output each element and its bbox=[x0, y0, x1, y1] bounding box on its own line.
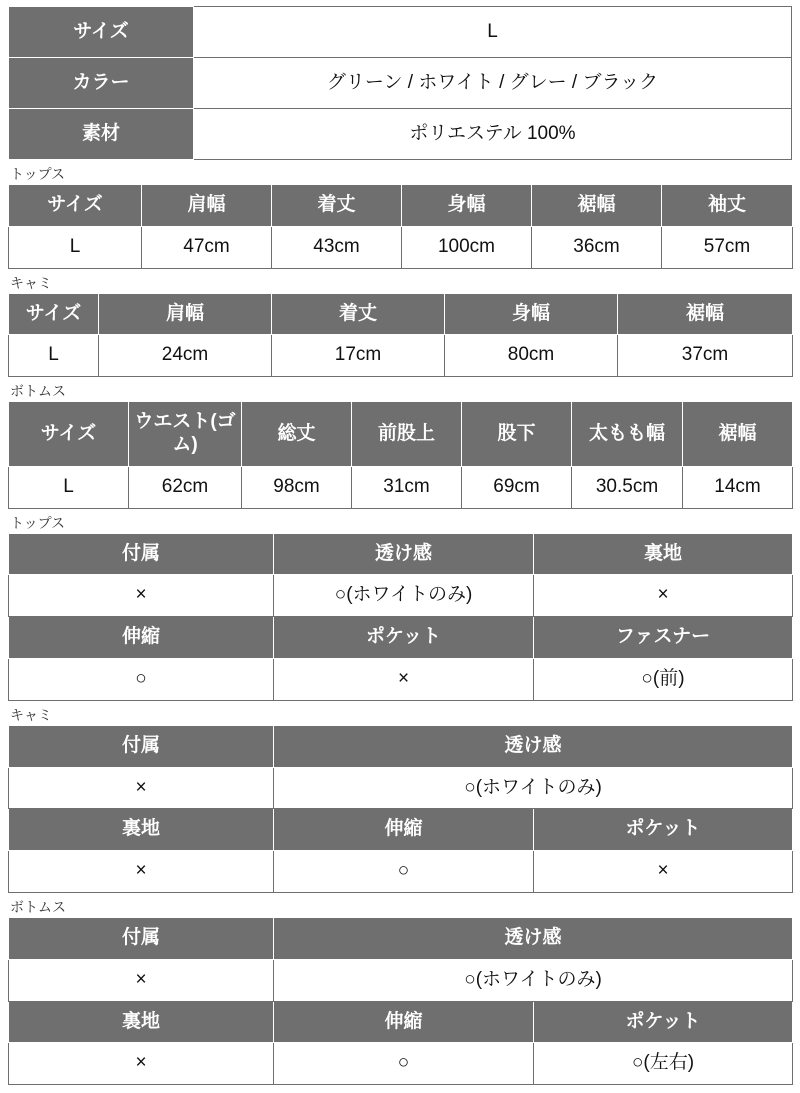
cell: ○ bbox=[274, 1043, 534, 1085]
col-header: 着丈 bbox=[272, 185, 402, 227]
table-header-row bbox=[9, 533, 793, 575]
cell: × bbox=[9, 851, 274, 893]
table-header-row bbox=[9, 293, 793, 335]
bottoms-attribute-table bbox=[8, 917, 793, 1085]
tops-attribute-table bbox=[8, 533, 793, 701]
cell: 36cm bbox=[532, 226, 662, 268]
col-header: 裾幅 bbox=[618, 293, 793, 335]
table-row bbox=[9, 109, 792, 160]
table-header-row bbox=[9, 725, 793, 767]
cell: ○(前) bbox=[534, 658, 793, 700]
col-header: ウエスト(ゴム) bbox=[129, 402, 242, 467]
cell: 62cm bbox=[129, 466, 242, 508]
col-header: 袖丈 bbox=[662, 185, 793, 227]
cell: × bbox=[9, 1043, 274, 1085]
cell: ○ bbox=[9, 658, 274, 700]
cell: 24cm bbox=[99, 335, 272, 377]
cell: × bbox=[9, 767, 274, 809]
cell: 80cm bbox=[445, 335, 618, 377]
col-header: 股下 bbox=[462, 402, 572, 467]
table-row bbox=[9, 335, 793, 377]
cell: ○(ホワイトのみ) bbox=[274, 959, 793, 1001]
cell: × bbox=[9, 575, 274, 617]
col-header: 着丈 bbox=[272, 293, 445, 335]
col-header: 透け感 bbox=[274, 725, 793, 767]
table-header-row bbox=[9, 185, 793, 227]
table-row bbox=[9, 658, 793, 700]
col-header: 伸縮 bbox=[274, 1001, 534, 1043]
col-header: 裏地 bbox=[9, 1001, 274, 1043]
spec-label-color: カラー bbox=[9, 58, 194, 109]
cell: 30.5cm bbox=[572, 466, 683, 508]
product-spec-table bbox=[8, 6, 792, 160]
table-row bbox=[9, 851, 793, 893]
spec-label-size: サイズ bbox=[9, 7, 194, 58]
cell: 57cm bbox=[662, 226, 793, 268]
cami-attribute-table bbox=[8, 725, 793, 893]
section-label-bottoms-size: ボトムス bbox=[10, 383, 66, 400]
table-header-row bbox=[9, 917, 793, 959]
col-header: 裾幅 bbox=[532, 185, 662, 227]
col-header: 総丈 bbox=[242, 402, 352, 467]
cell: 17cm bbox=[272, 335, 445, 377]
spec-value-size: L bbox=[194, 7, 792, 58]
col-header: ポケット bbox=[534, 1001, 793, 1043]
col-header: 太もも幅 bbox=[572, 402, 683, 467]
cell: 69cm bbox=[462, 466, 572, 508]
col-header: 肩幅 bbox=[142, 185, 272, 227]
col-header: 透け感 bbox=[274, 917, 793, 959]
col-header: 前股上 bbox=[352, 402, 462, 467]
col-header: 身幅 bbox=[402, 185, 532, 227]
spec-value-material: ポリエステル 100% bbox=[194, 109, 792, 160]
tops-size-table bbox=[8, 184, 793, 269]
cell: L bbox=[9, 466, 129, 508]
col-header: 身幅 bbox=[445, 293, 618, 335]
col-header: ポケット bbox=[274, 617, 534, 659]
cell: ○(ホワイトのみ) bbox=[274, 575, 534, 617]
cell: 100cm bbox=[402, 226, 532, 268]
col-header: 付属 bbox=[9, 533, 274, 575]
cami-size-table bbox=[8, 293, 793, 378]
table-row bbox=[9, 767, 793, 809]
col-header: 付属 bbox=[9, 725, 274, 767]
table-header-row bbox=[9, 1001, 793, 1043]
spec-value-color: グリーン / ホワイト / グレー / ブラック bbox=[194, 58, 792, 109]
cell: × bbox=[534, 851, 793, 893]
section-label-cami-attr: キャミ bbox=[10, 706, 52, 723]
col-header: 伸縮 bbox=[9, 617, 274, 659]
spec-label-material: 素材 bbox=[9, 109, 194, 160]
cell: 14cm bbox=[683, 466, 793, 508]
col-header: 裏地 bbox=[9, 809, 274, 851]
section-label-cami-size: キャミ bbox=[10, 274, 52, 291]
cell: 37cm bbox=[618, 335, 793, 377]
col-header: サイズ bbox=[9, 402, 129, 467]
section-label-tops-attr: トップス bbox=[10, 514, 66, 531]
col-header: 裏地 bbox=[534, 533, 793, 575]
cell: 43cm bbox=[272, 226, 402, 268]
col-header: ポケット bbox=[534, 809, 793, 851]
table-header-row bbox=[9, 402, 793, 467]
table-row bbox=[9, 959, 793, 1001]
table-row bbox=[9, 575, 793, 617]
col-header: ファスナー bbox=[534, 617, 793, 659]
table-row bbox=[9, 466, 793, 508]
col-header: サイズ bbox=[9, 293, 99, 335]
cell: × bbox=[9, 959, 274, 1001]
cell: 47cm bbox=[142, 226, 272, 268]
table-header-row bbox=[9, 617, 793, 659]
cell: ○(左右) bbox=[534, 1043, 793, 1085]
cell: ○ bbox=[274, 851, 534, 893]
cell: ○(ホワイトのみ) bbox=[274, 767, 793, 809]
section-label-bottoms-attr: ボトムス bbox=[10, 898, 66, 915]
cell: L bbox=[9, 335, 99, 377]
col-header: 透け感 bbox=[274, 533, 534, 575]
cell: × bbox=[534, 575, 793, 617]
col-header: 肩幅 bbox=[99, 293, 272, 335]
col-header: 付属 bbox=[9, 917, 274, 959]
cell: 31cm bbox=[352, 466, 462, 508]
cell: × bbox=[274, 658, 534, 700]
bottoms-size-table bbox=[8, 401, 793, 508]
section-label-tops-size: トップス bbox=[10, 166, 66, 182]
col-header: 伸縮 bbox=[274, 809, 534, 851]
cell: 98cm bbox=[242, 466, 352, 508]
col-header: サイズ bbox=[9, 185, 142, 227]
col-header: 裾幅 bbox=[683, 402, 793, 467]
table-row bbox=[9, 1043, 793, 1085]
table-row bbox=[9, 226, 793, 268]
table-header-row bbox=[9, 809, 793, 851]
cell: L bbox=[9, 226, 142, 268]
table-row bbox=[9, 58, 792, 109]
table-row bbox=[9, 7, 792, 58]
